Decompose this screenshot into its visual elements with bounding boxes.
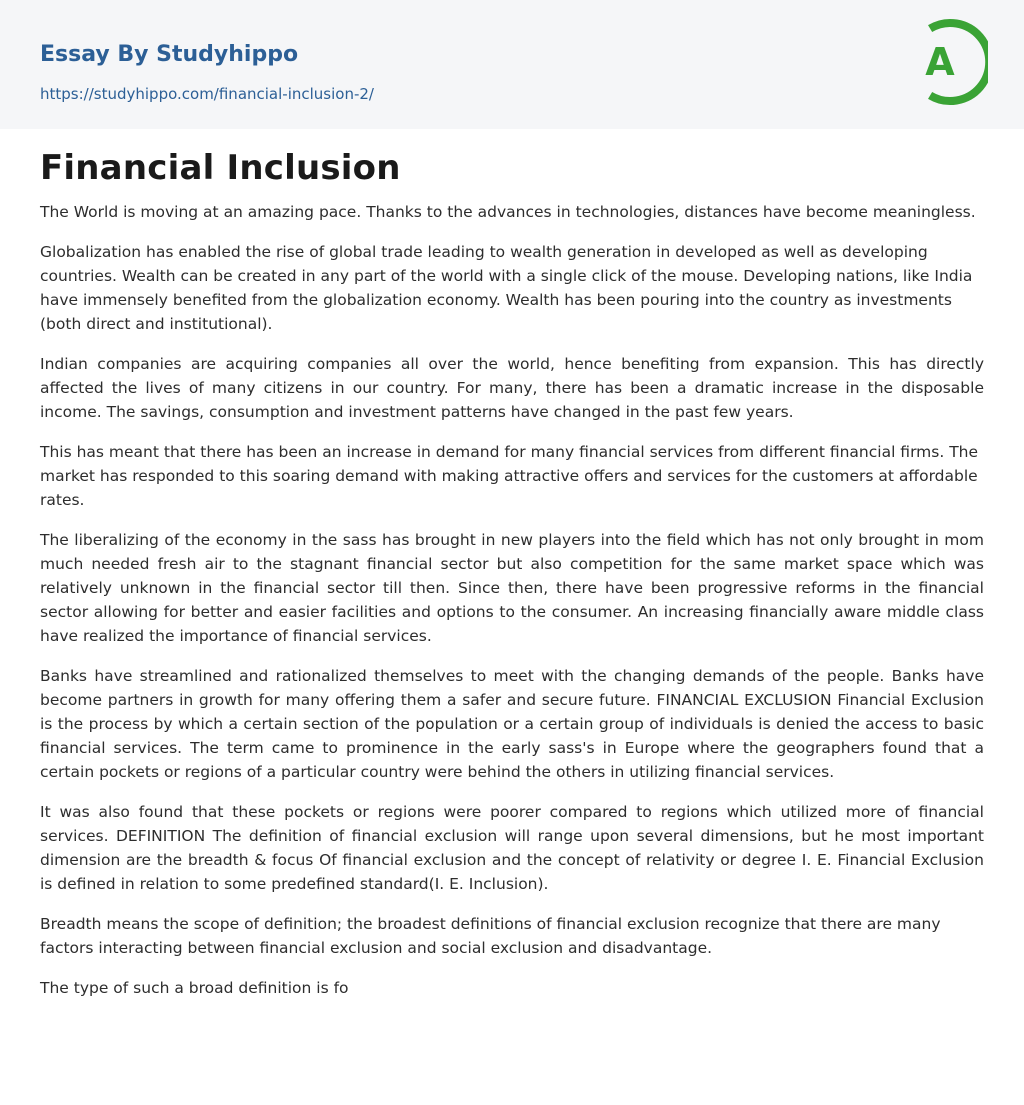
paragraph: Banks have streamlined and rationalized themselves to meet with the changing demands of the people. Banks have become partners in growth for many offering them a safer and secure future. FINANCIAL EXCLUSION Financial Exclusion is the process by which a certain section of the population or a certain group of individuals is denied the access to basic financial services. The term came to prominence in the early sass's in Europe where the geographers found that a certain pockets or regions of a particular country were behind the others in utilizing financial services.: [40, 667, 984, 781]
paragraph: The liberalizing of the economy in the sass has brought in new players into the field which has not only brought in mom much needed fresh air to the stagnant financial sector but also competition for the same market space which was relatively unknown in the financial sector till then. Since then, there have been progressive reforms in the financial sector allowing for better and easier facilities and options to the consumer. An increasing financially aware middle class have realized the importance of financial services.: [40, 531, 984, 645]
site-header: [0, 0, 1024, 129]
studyhippo-logo-icon[interactable]: [908, 18, 988, 106]
paragraph: Breadth means the scope of definition; the broadest definitions of financial exclusion recognize that there are many factors interacting between financial exclusion and social exclusion and disadvantage.: [40, 915, 941, 957]
logo-letter: A: [925, 40, 955, 84]
paragraph: It was also found that these pockets or regions were poorer compared to regions which utilized more of financial services. DEFINITION The definition of financial exclusion will range upon several dimensions, but he most important dimension are the breadth & focus Of financial exclusion and the concept of relativity or degree I. E. Financial Exclusion is defined in relation to some predefined standard(I. E. Inclusion).: [40, 803, 984, 893]
paragraph: The World is moving at an amazing pace. Thanks to the advances in technologies, distances have become meaningless.: [40, 203, 976, 221]
article-title: Financial Inclusion: [40, 148, 401, 188]
paragraph: Indian companies are acquiring companies all over the world, hence benefiting from expansion. This has directly affected the lives of many citizens in our country. For many, there has been a dramatic increase in the disposable income. The savings, consumption and investment patterns have changed in the past few years.: [40, 355, 984, 421]
paragraph: Globalization has enabled the rise of global trade leading to wealth generation in developed as well as developing countries. Wealth can be created in any part of the world with a single click of the mouse. Developing nations, like India have immensely benefited from the globalization economy. Wealth has been pouring into the country as investments (both direct and institutional).: [40, 243, 973, 333]
article-url-link[interactable]: https://studyhippo.com/financial-inclusion-2/: [40, 85, 374, 103]
paragraph: The type of such a broad definition is fo: [40, 979, 349, 997]
paragraph: This has meant that there has been an increase in demand for many financial services from different financial firms. The market has responded to this soaring demand with making attractive offers and services for the customers at affordable rates.: [40, 443, 979, 509]
article: [40, 129, 984, 1000]
brand-title: Essay By Studyhippo: [40, 42, 299, 67]
